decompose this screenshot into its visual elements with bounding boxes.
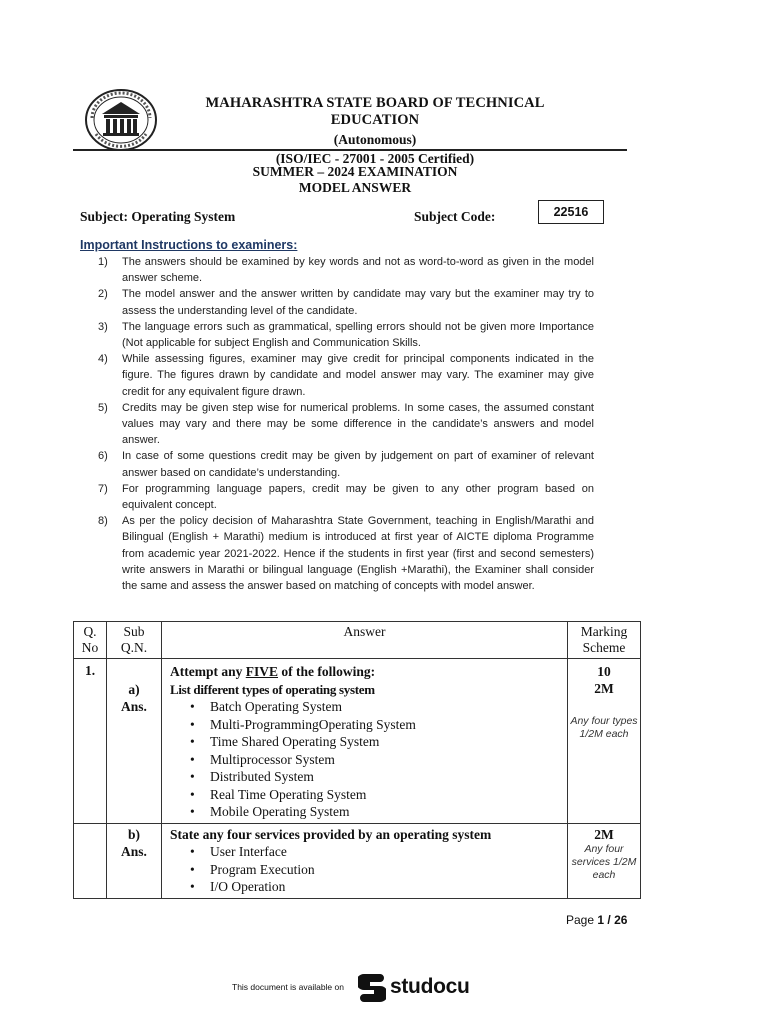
answer-cell bbox=[162, 659, 568, 824]
header-marks-line2: Scheme bbox=[582, 640, 626, 655]
footer-text: This document is available on bbox=[232, 982, 344, 992]
instruction-number: 3) bbox=[98, 320, 108, 333]
instruction-text: The model answer and the answer written by candidate may vary but the examiner may try to assess the understanding level of the candidate. bbox=[122, 288, 594, 317]
studocu-logo-icon[interactable] bbox=[358, 972, 386, 1002]
marking-note-b: Any four services 1/2M each bbox=[571, 842, 637, 881]
table-row bbox=[74, 823, 641, 898]
subject-name: Subject: Operating System bbox=[80, 209, 236, 224]
subject-code-box: 22516 bbox=[538, 200, 604, 224]
question-instruction bbox=[170, 663, 567, 681]
instruction-item bbox=[98, 513, 594, 594]
list-item: • Multi-ProgrammingOperating System bbox=[210, 716, 567, 734]
exam-session: SUMMER – 2024 EXAMINATION bbox=[252, 164, 458, 179]
table-header-row bbox=[74, 622, 641, 659]
instruction-item bbox=[98, 286, 594, 318]
list-item: • User Interface bbox=[210, 843, 567, 861]
question-a-title: List different types of operating system bbox=[170, 681, 375, 697]
instruction-item bbox=[98, 319, 594, 351]
answer-table bbox=[73, 621, 641, 899]
header-marks-line1: Marking bbox=[580, 624, 628, 639]
marks-b: 2M bbox=[594, 826, 614, 842]
instruction-item bbox=[98, 448, 594, 480]
instruction-number: 7) bbox=[98, 482, 108, 495]
instruction-item bbox=[98, 481, 594, 513]
marking-note-a: Any four types 1/2M each bbox=[570, 715, 638, 740]
instruction-number: 4) bbox=[98, 353, 108, 366]
ans-label: Ans. bbox=[121, 843, 147, 859]
instruction-text: The language errors such as grammatical, spelling errors should not be given more Importance (Not applicable for subject English and Communication Skills. bbox=[122, 320, 594, 350]
header-sub-line1: Sub bbox=[123, 624, 145, 639]
instruction-pre: Attempt any bbox=[170, 664, 246, 679]
subquestion-label: a) bbox=[128, 682, 140, 697]
subquestion-label: b) bbox=[127, 826, 140, 842]
instructions-heading: Important Instructions to examiners: bbox=[80, 238, 298, 252]
instruction-emphasis: FIVE bbox=[245, 664, 279, 679]
answer-list bbox=[170, 698, 567, 821]
page-label: Page bbox=[566, 913, 595, 927]
empty-qno-cell bbox=[74, 823, 107, 898]
header-answer bbox=[162, 622, 568, 659]
list-item: • Program Execution bbox=[210, 861, 567, 879]
marks-a: 2M bbox=[594, 681, 614, 696]
table-row bbox=[74, 659, 641, 824]
page-current: 1 bbox=[597, 913, 605, 927]
iso-certification: (ISO/IEC - 27001 - 2005 Certified) bbox=[275, 151, 475, 166]
marks-cell bbox=[568, 823, 641, 898]
page-separator: / bbox=[604, 913, 615, 927]
instruction-number: 5) bbox=[98, 401, 108, 414]
header-sub-line2: Q.N. bbox=[120, 640, 148, 655]
question-b-title: State any four services provided by an operating system bbox=[170, 826, 492, 842]
header-qno-line1: Q. bbox=[83, 624, 97, 639]
subject-code-label: Subject Code: bbox=[414, 209, 496, 224]
instruction-text: Credits may be given step wise for numerical problems. In some cases, the assumed constant values may vary and there may be some difference in the candidate’s answers and model answer. bbox=[122, 401, 594, 447]
footer bbox=[232, 972, 470, 1002]
instruction-text: As per the policy decision of Maharashtra State Government, teaching in English/Marathi and Bilingual (English + Marathi) medium is introduced at first year of AICTE diploma Programme from academic year 2021-2022. Hence if the students in first year (first and second semesters) write answers in Marathi or bilingual language (English +Marathi), the Examiner shall consider the same and assess the answer based on matching of concepts with model answer. bbox=[122, 515, 594, 593]
marks-cell bbox=[568, 659, 641, 824]
header-answer-label: Answer bbox=[343, 624, 386, 639]
list-item: • Time Shared Operating System bbox=[210, 733, 567, 751]
page-total: 26 bbox=[614, 913, 628, 927]
instruction-number: 2) bbox=[98, 288, 108, 301]
list-item: • Distributed System bbox=[210, 768, 567, 786]
model-answer-title: MODEL ANSWER bbox=[298, 180, 412, 195]
instruction-text: While assessing figures, examiner may give credit for principal components indicated in the figure. The figures drawn by candidate and model answer may vary. The examiner may give credit for any equivalent figure drawn. bbox=[122, 353, 594, 398]
instruction-item bbox=[98, 400, 594, 449]
instruction-item bbox=[98, 351, 594, 400]
autonomous-label: (Autonomous) bbox=[333, 132, 417, 147]
list-item: • Mobile Operating System bbox=[210, 803, 567, 821]
header-divider bbox=[73, 149, 627, 151]
list-item: • Batch Operating System bbox=[210, 698, 567, 716]
instruction-text: The answers should be examined by key words and not as word-to-word as given in the model answer scheme. bbox=[122, 256, 594, 285]
page-number bbox=[566, 913, 627, 927]
subquestion-a bbox=[107, 659, 162, 824]
total-marks: 10 bbox=[597, 664, 611, 679]
question-number: 1. bbox=[74, 659, 107, 824]
instruction-item bbox=[98, 254, 594, 286]
ans-label: Ans. bbox=[121, 699, 147, 714]
instructions-list bbox=[98, 254, 594, 594]
instruction-text: For programming language papers, credit may be given to any other program based on equivalent concept. bbox=[122, 482, 594, 512]
header-marking-scheme bbox=[568, 622, 641, 659]
instruction-number: 8) bbox=[98, 515, 108, 528]
board-name: MAHARASHTRA STATE BOARD OF TECHNICAL EDUCATION bbox=[205, 95, 545, 128]
header-qno-line2: No bbox=[81, 640, 99, 655]
studocu-brand[interactable]: studocu bbox=[389, 975, 470, 998]
header-subqn bbox=[107, 622, 162, 659]
instruction-text: In case of some questions credit may be given by judgement on part of examiner of relevant answer based on candidate’s understanding. bbox=[122, 450, 594, 479]
msbte-seal-icon bbox=[84, 88, 158, 152]
header-qno bbox=[74, 622, 107, 659]
exam-title bbox=[200, 164, 510, 196]
instruction-number: 1) bbox=[98, 256, 108, 268]
answer-cell bbox=[162, 823, 568, 898]
instruction-post: of the following: bbox=[278, 664, 376, 679]
instruction-number: 6) bbox=[98, 450, 108, 463]
answer-list bbox=[170, 843, 567, 896]
list-item: • Multiprocessor System bbox=[210, 751, 567, 769]
board-header bbox=[160, 95, 590, 167]
subquestion-b bbox=[107, 823, 162, 898]
list-item: • Real Time Operating System bbox=[210, 786, 567, 804]
list-item: • I/O Operation bbox=[210, 878, 567, 896]
